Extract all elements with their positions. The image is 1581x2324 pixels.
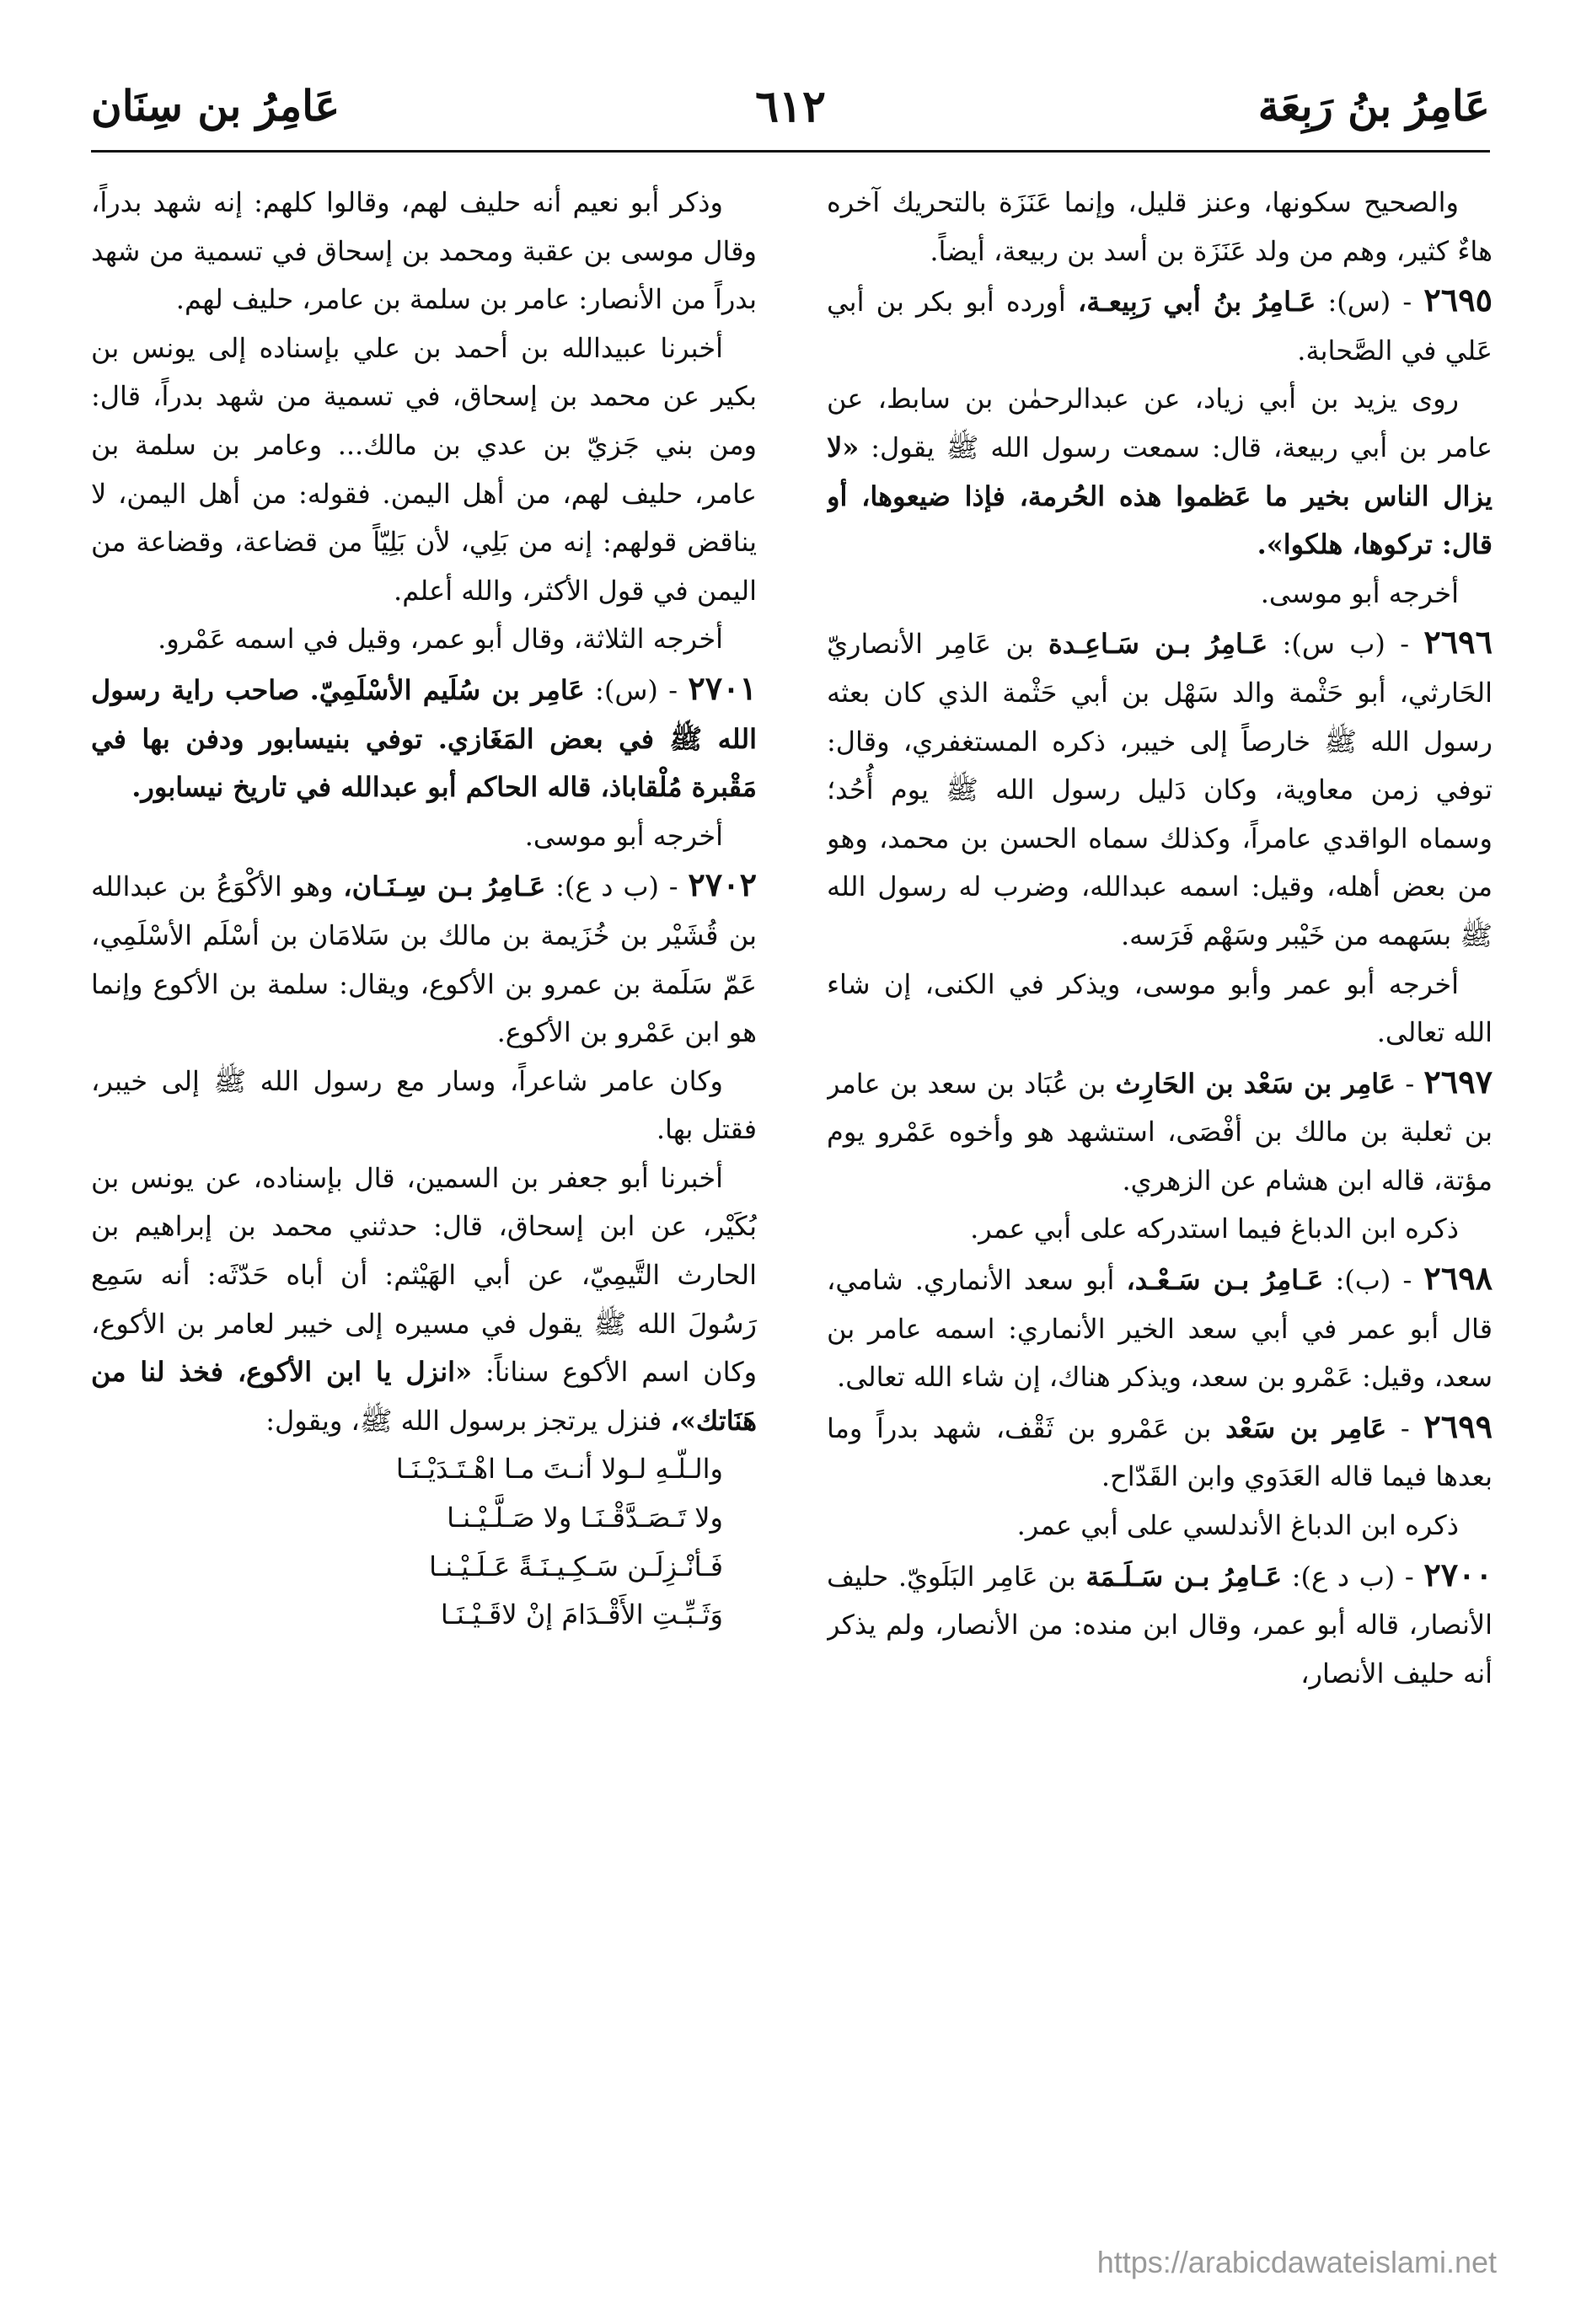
right-column [827,179,1493,2243]
body-paragraph [827,1205,1493,1254]
entry-paragraph [91,860,757,1057]
running-title-left: عَامِرُ بن سِنَان [91,81,340,131]
paragraph-text: ذكره ابن الدباغ الأندلسي على أبي عمر. [1016,1509,1459,1542]
entry-text: بن عَامِر البَلَويّ. حليف الأنصار، قاله أبو عمر، وقال ابن منده: من الأنصار، ولم يذكر أنه حليف الأنصار، [827,1560,1493,1689]
paragraph-text: أخبرنا عبيدالله بن أحمد بن علي بإسناده إلى يونس بن بكير عن محمد بن إسحاق، في تسمية من شهد بدراً، قال: ومن بني جَزيّ بن عدي بن مالك... وعامر بن سلمة بن عامر، حليف لهم، من أهل اليمن. فقوله: من أهل اليمن، لا يناقض قولهم: إنه من بَلِي، لأن بَلِيّاً من قضاعة، وقضاعة من اليمن في قول الأكثر، والله أعلم. [91,331,757,607]
paragraph-text: وكان عامر شاعراً، وسار مع رسول الله ﷺ إلى خيبر، فقتل بها. [91,1064,757,1146]
paragraph-text: أخرجه أبو موسى. [524,819,723,852]
entry-code: - (ب س): [1282,628,1410,661]
entry-number: ٢٦٩٥ [1423,281,1493,319]
entry-number: ٢٦٩٧ [1423,1062,1493,1100]
entry-paragraph [827,1402,1493,1502]
poem-line: فَـأنْـزِلَـن سَـكِـيـنَـةً عَـلَـيْـنـا [429,1550,723,1582]
left-column [91,179,757,2243]
entry-text: أبو سعد الأنماري. شامي، قال أبو عمر في أبي سعد الخير الأنماري: اسمه عامر بن سعد، وقيل: عَمْرو بن سعد، ويذكر هناك، إن شاء الله تعالى. [827,1264,1493,1394]
page-header [91,76,1490,152]
entry-name: عَـامِرُ بـن سَـعْـد، [1126,1264,1324,1297]
entry-code: - [1405,1067,1415,1100]
entry-code: - (ب د ع): [1291,1560,1414,1593]
poem-line: ولا تَـصَـدَّقْـنَـا ولا صَـلَّـيْـنـا [447,1502,723,1534]
entry-text: صاحب راية رسول الله ﷺ في بعض المَغَازي. توفي بنيسابور ودفن بها في مَقْبرة مُلْقاباذ، قاله الحاكم أبو عبدالله في تاريخ نيسابور. [91,673,757,804]
paragraph-text-tail: فنزل يرتجز برسول الله ﷺ، ويقول: [265,1404,662,1437]
quoted-hadith: «لا يزال الناس بخير ما عَظموا هذه الحُرمة، فإذا ضيعوها، أو قال: تركوها، هلكوا». [827,431,1493,561]
entry-name: عَامِر بن سَعْد [1225,1411,1387,1444]
body-paragraph [827,179,1493,276]
watermark-url: https://arabicdawateislami.net [1096,2245,1497,2279]
running-title-right: عَامِرُ بنُ رَبِعَة [1257,81,1490,131]
body-paragraph [827,961,1493,1058]
entry-number: ٢٦٩٩ [1423,1406,1493,1445]
entry-code: - (ب): [1335,1264,1412,1297]
left-column-body [91,179,757,1445]
page-number: ٦١٢ [755,81,826,132]
entry-number: ٢٦٩٨ [1423,1259,1493,1298]
entry-paragraph [827,276,1493,375]
entry-code: - (ب د ع): [555,870,678,903]
paragraph-text: والصحيح سكونها، وعنز قليل، وإنما عَنَزَة بالتحريك آخره هاءٌ كثير، وهم من ولد عَنَزَة بن أسد بن ربيعة، أيضاً. [827,186,1493,267]
entry-text: بن عَمْرو بن ثَقْف، شهد بدراً وما بعدها فيما قاله العَدَوي وابن القَدّاح. [827,1411,1493,1493]
paragraph-text: ذكره ابن الدباغ فيما استدركه على أبي عمر. [970,1213,1459,1245]
entry-code: - [1400,1411,1410,1444]
body-paragraph [827,570,1493,618]
entry-name: عَـامِرُ بنُ أبي رَبِيعـة، [1077,286,1316,319]
paragraph-text: أخبرنا أبو جعفر بن السمين، قال بإسناده، عن يونس بن بُكَيْر، عن ابن إسحاق، قال: حدثني محمد بن إبراهيم بن الحارث التَّيمِيّ، عن أبي الهَيْثم: أن أباه حَدّثَه: أنه سَمِع رَسُولَ الله ﷺ يقول في مسيره إلى خيبر لعامر بن الأكوع، وكان اسم الأكوع سناناً: [91,1161,757,1389]
poem [91,1445,757,1639]
entry-name: عَامِر بن سُلَيم الأسْلَمِيّ. [309,673,585,706]
entry-code: - (س): [1327,286,1412,319]
entry-paragraph [827,1550,1493,1699]
entry-paragraph [827,618,1493,960]
body-paragraph [827,1502,1493,1550]
entry-number: ٢٦٩٦ [1423,623,1493,661]
entry-number: ٢٧٠٢ [688,865,757,904]
paragraph-text: روى يزيد بن أبي زياد، عن عبدالرحمٰن بن سابط، عن عامر بن أبي ربيعة، قال: سمعت رسول الله ﷺ يقول: [827,383,1493,463]
body-paragraph [91,1154,757,1446]
body-paragraph [91,615,757,664]
entry-number: ٢٧٠١ [688,668,757,707]
entry-name: عَـامِرُ بـن سَـاعِـدة [1048,628,1268,661]
body-paragraph [91,812,757,861]
entry-text: وهو الأكْوَعُ بن عبدالله بن قُشَيْر بن خُزَيمة بن مالك بن سَلامَان بن أسْلَم الأسْلَمِي، عَمّ سَلَمة بن عمرو بن الأكوع، ويقال: سلمة بن الأكوع وإنما هو ابن عَمْرو بن الأكوع. [91,870,757,1049]
body-paragraph [91,1058,757,1154]
poem-line: والـلّـهِ لـولا أنـتَ مـا اهْـتَـدَيْـنَـا [395,1453,723,1486]
entry-text: بن عُبَاد بن سعد بن عامر بن ثعلبة بن مالك بن أفْصَى، استشهد هو وأخوه عَمْرو يوم مؤتة، قاله ابن هشام عن الزهري. [827,1067,1493,1197]
entry-name: عَـامِرُ بـن سِـنَـان، [343,870,546,903]
entry-name: عَـامِرُ بـن سَـلَـمَة [1085,1560,1283,1593]
entry-text: أورده أبو بكر بن أبي عَلي في الصَّحابة. [827,286,1493,367]
paragraph-text: أخرجه أبو موسى. [1260,576,1459,609]
entry-name: عَامِر بن سَعْد بن الحَارِث [1115,1067,1396,1100]
paragraph-text: أخرجه الثلاثة، وقال أبو عمر، وقيل في اسمه عَمْرو. [158,623,723,656]
paragraph-text: أخرجه أبو عمر وأبو موسى، ويذكر في الكنى، إن شاء الله تعالى. [827,967,1493,1049]
body-paragraph [91,324,757,616]
entry-paragraph [827,1058,1493,1206]
poem-line: وَثَـبِّـتِ الأَقْـدَامَ إنْ لاقَـيْـنَـا [440,1598,723,1631]
entry-text: بن عَامِر الأنصاريّ الحَارثي، أبو حَثْمة والد سَهْل بن أبي حَثْمة الذي كان بعثه رسول الله ﷺ خارصاً إلى خيبر، ذكره المستغفري، وقال: توفي زمن معاوية، وكان دَليل رسول الله ﷺ يوم أُحُد؛ وسماه الواقدي عامراً، وكذلك سماه الحسن بن محمد، وهو من بعض أهله، وقيل: اسمه عبدالله، وضرب له رسول الله ﷺ بسَهمه من خَيْبر وسَهْم فَرَسه. [827,628,1493,951]
header-rule [91,150,1490,153]
paragraph-text: وذكر أبو نعيم أنه حليف لهم، وقالوا كلهم: إنه شهد بدراً، وقال موسى بن عقبة ومحمد بن إسحاق في تسمية من شهد بدراً من الأنصار: عامر بن سلمة بن عامر، حليف لهم. [91,186,757,316]
body-paragraph [91,179,757,324]
body-paragraph [827,375,1493,569]
entry-number: ٢٧٠٠ [1423,1555,1493,1593]
entry-code: - (س): [595,673,678,706]
quoted-hadith: «انزل يا ابن الأكوع، فخذ لنا من هَنَاتك»، [91,1356,757,1437]
entry-paragraph [91,664,757,812]
entry-paragraph [827,1254,1493,1402]
